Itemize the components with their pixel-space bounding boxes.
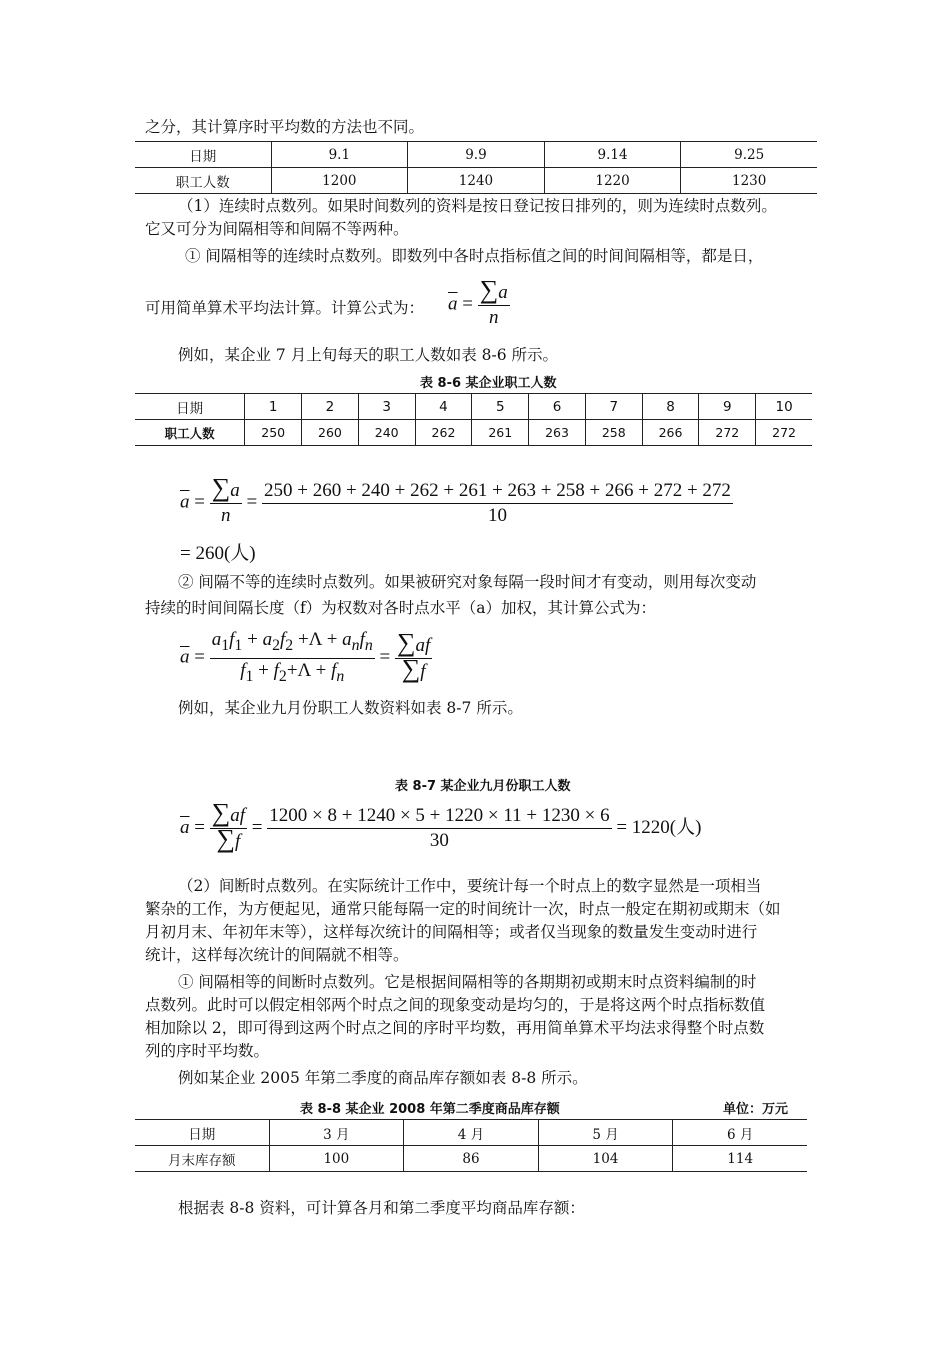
table-header-cell: 9.14	[544, 142, 681, 168]
table-cell: 263	[529, 420, 586, 446]
table-cell: 100	[269, 1146, 404, 1172]
text-line: 持续的时间间隔长度（f）为权数对各时点水平（a）加权，其计算公式为：	[145, 599, 656, 617]
table-header-cell: 9.1	[271, 142, 408, 168]
table-header-cell: 3	[358, 394, 415, 420]
table-cell: 240	[358, 420, 415, 446]
formula-result: = 260(人)	[180, 543, 256, 564]
table-cell: 260	[302, 420, 359, 446]
table-header-cell: 日期	[135, 394, 245, 420]
text-line: 它又可分为间隔相等和间隔不等两种。	[145, 220, 409, 238]
table-cell: 1200	[271, 168, 408, 194]
table-cell: 1240	[408, 168, 545, 194]
table-employee-count-sep	[135, 141, 817, 194]
formula-numerator: 1200 × 8 + 1240 × 5 + 1220 × 11 + 1230 × 6	[267, 804, 611, 829]
text-line: ② 间隔不等的连续时点数列。如果被研究对象每隔一段时间才有变动，则用每次变动	[178, 573, 757, 591]
text-line: ① 间隔相等的连续时点数列。即数列中各时点指标值之间的时间间隔相等，都是日，	[185, 247, 764, 265]
text-line: ① 间隔相等的间断时点数列。它是根据间隔相等的各期期初或期末时点资料编制的时	[178, 973, 757, 991]
table-header-cell: 9.25	[681, 142, 817, 168]
table-header-cell: 9	[699, 394, 756, 420]
table-cell: 职工人数	[135, 420, 245, 446]
table-unit-label: 单位：万元	[723, 1102, 789, 1117]
formula-result: = 1220(人)	[616, 816, 702, 838]
table-header-cell: 5 月	[538, 1120, 673, 1146]
table-header-cell: 6 月	[673, 1120, 807, 1146]
table-8-6	[135, 393, 812, 446]
text-line: 可用简单算术平均法计算。计算公式为：	[145, 299, 425, 317]
table-header-cell: 5	[472, 394, 529, 420]
table-header-cell: 9.9	[408, 142, 545, 168]
table-caption: 表 8-8 某企业 2008 年第二季度商品库存额	[300, 1102, 560, 1117]
table-header-cell: 4 月	[404, 1120, 539, 1146]
text-line: 例如，某企业九月份职工人数资料如表 8-7 所示。	[178, 699, 523, 717]
table-cell: 258	[585, 420, 642, 446]
text-line: 根据表 8-8 资料，可计算各月和第二季度平均商品库存额：	[178, 1199, 585, 1217]
table-header-cell: 8	[642, 394, 699, 420]
text-line: 之分，其计算序时平均数的方法也不同。	[145, 118, 425, 136]
table-cell: 261	[472, 420, 529, 446]
table-header-cell: 2	[302, 394, 359, 420]
text-line: 列的序时平均数。	[145, 1042, 270, 1060]
table-cell: 月末库存额	[135, 1146, 269, 1172]
text-line: 月初月末、年初年末等），这样每次统计的间隔相等；或者仅当现象的数量发生变动时进行	[145, 923, 758, 941]
formula-denominator: 30	[429, 830, 449, 851]
table-caption: 表 8-6 某企业职工人数	[420, 376, 557, 391]
formula-simple-mean: $\overline{a}$ = $\frac{\sum a}{n}$	[448, 275, 508, 328]
table-header-cell: 7	[585, 394, 642, 420]
text-line: （2）间断时点数列。在实际统计工作中，要统计每一个时点上的数字显然是一项相当	[178, 877, 762, 895]
formula-example-weighted: $\overline{a}$ = $\frac{\sum af}{\sum f}$ = $\frac{1200 \times 8 + 1240 \times 5 + 1220 \times 11 + 1230 \times 6}{30}$ = 1220(人)	[180, 798, 702, 853]
table-header-cell: 3 月	[269, 1120, 404, 1146]
text-line: 例如，某企业 7 月上旬每天的职工人数如表 8-6 所示。	[178, 346, 559, 364]
table-cell: 250	[245, 420, 302, 446]
table-cell: 266	[642, 420, 699, 446]
text-line: （1）连续时点数列。如果时间数列的资料是按日登记按日排列的，则为连续时点数列。	[178, 197, 777, 215]
table-header-cell: 1	[245, 394, 302, 420]
text-line: 统计，这样每次统计的间隔就不相等。	[145, 946, 409, 964]
formula-weighted-mean: $\overline{a}$ = $\frac{a_1f_1 + a_2f_2 +\Lambda + a_nf_n}{f_1 + f_2+\Lambda + f_n}$ = $\frac{\sum af}{\sum f}$	[180, 627, 431, 685]
text-line: 点数列。此时可以假定相邻两个时点之间的现象变动是均匀的，于是将这两个时点指标数值	[145, 996, 766, 1014]
table-header-cell: 日期	[135, 1120, 269, 1146]
text-line: 相加除以 2，即可得到这两个时点之间的序时平均数，再用简单算术平均法求得整个时点数	[145, 1019, 765, 1037]
table-cell: 职工人数	[135, 168, 271, 194]
table-cell: 86	[404, 1146, 539, 1172]
table-header-cell: 日期	[135, 142, 271, 168]
table-cell: 1230	[681, 168, 817, 194]
table-8-8	[135, 1119, 807, 1172]
table-header-cell: 10	[756, 394, 812, 420]
formula-example-mean: $\overline{a}$ = $\frac{\sum a}{n}$ = $\frac{250 + 260 + 240 + 262 + 261 + 263 + 258 + 266 + 272 + 272}{10}$	[180, 473, 731, 526]
table-header-cell: 4	[415, 394, 472, 420]
text-line: 繁杂的工作，为方便起见，通常只能每隔一定的时间统计一次，时点一般定在期初或期末（如	[145, 900, 781, 918]
table-cell: 104	[538, 1146, 673, 1172]
table-cell: 114	[673, 1146, 807, 1172]
formula-numerator: 250 + 260 + 240 + 262 + 261 + 263 + 258 + 266 + 272 + 272	[262, 479, 733, 504]
table-cell: 1220	[544, 168, 681, 194]
table-cell: 272	[756, 420, 812, 446]
formula-denominator: 10	[487, 504, 507, 526]
table-caption: 表 8-7 某企业九月份职工人数	[395, 779, 571, 794]
text-line: 例如某企业 2005 年第二季度的商品库存额如表 8-8 所示。	[178, 1069, 588, 1087]
table-header-cell: 6	[529, 394, 586, 420]
table-cell: 262	[415, 420, 472, 446]
table-cell: 272	[699, 420, 756, 446]
